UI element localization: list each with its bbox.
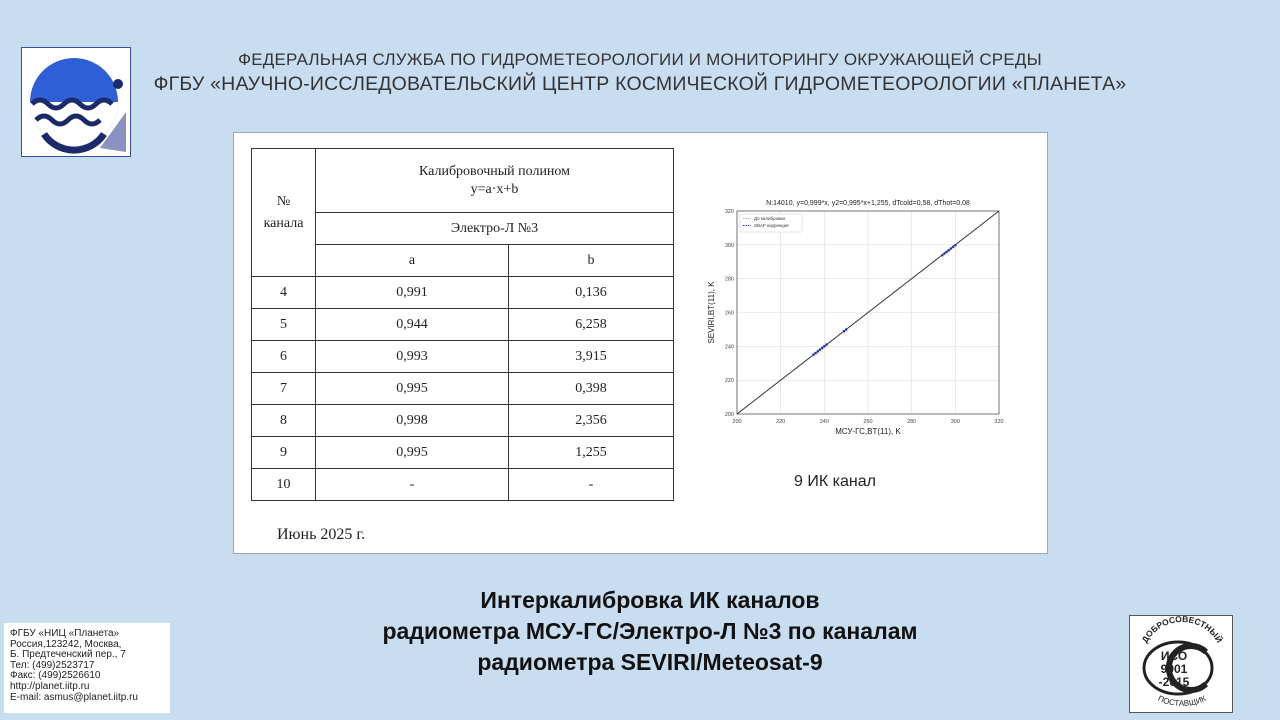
content-panel [233,132,1048,554]
contact-line[interactable]: http://planet.iitp.ru [10,680,90,692]
data-point [945,251,947,253]
table-row [252,277,674,309]
cell-b: 1,255 [509,437,674,469]
data-point [823,345,825,347]
table-row [252,373,674,405]
data-point [812,353,814,355]
chart-title: N:14010, y=0,999*x, y2=0,995*x+1,255, dTcold=0,58, dThot=0,08 [766,200,970,207]
data-point [817,350,819,352]
satellite-header: Электро-Л №3 [316,213,674,245]
col-a-header: a [316,245,509,277]
iso-line-3: -2015 [1158,675,1190,689]
iso-badge [1129,615,1233,713]
cell-a: 0,995 [316,437,509,469]
data-point [819,348,821,350]
header-ministry: ФЕДЕРАЛЬНАЯ СЛУЖБА ПО ГИДРОМЕТЕОРОЛОГИИ И МОНИТОРИНГУ ОКРУЖАЮЩЕЙ СРЕДЫ [238,50,1042,69]
cell-a: - [316,469,509,501]
y-tick-label: 220 [724,378,734,385]
iso-line-2: 9001 [1160,662,1188,676]
cell-channel: 8 [252,405,316,437]
legend-entry: SBAF коррекция [754,223,789,228]
table-row [252,341,674,373]
y-tick-label: 280 [724,276,734,283]
cell-a: 0,998 [316,405,509,437]
y-tick-label: 200 [724,412,734,418]
data-point [943,252,945,254]
iso-bottom-text: ПОСТАВЩИК [1156,693,1208,708]
cell-channel: 9 [252,437,316,469]
cell-a: 0,944 [316,309,509,341]
cell-b: 3,915 [509,341,674,373]
cell-channel: 10 [252,469,316,501]
calibration-table [251,148,674,501]
contact-line[interactable]: E-mail: asmus@planet.iitp.ru [10,691,138,703]
header-organization: ФГБУ «НАУЧНО-ИССЛЕДОВАТЕЛЬСКИЙ ЦЕНТР КОСМИЧЕСКОЙ ГИДРОМЕТЕОРОЛОГИИ «ПЛАНЕТА» [153,73,1127,95]
planeta-logo [21,47,131,157]
y-axis-label: SEVIRI,BT(11), K [707,281,716,344]
data-point [843,330,845,332]
x-tick-label: 320 [994,419,1004,425]
iso-line-1: ИСО [1160,649,1188,663]
x-tick-label: 300 [950,419,960,425]
cell-b: 0,136 [509,277,674,309]
polynomial-header-title: Калибровочный полином [418,163,571,179]
channel-header [252,149,316,277]
cell-a: 0,995 [316,373,509,405]
table-date-caption: Июнь 2025 г. [277,526,366,543]
table-row [252,309,674,341]
chart-caption: 9 ИК канал [794,473,876,490]
contact-line: ФГБУ «НИЦ «Планета» [10,628,120,639]
data-point [952,246,954,248]
table-row [252,437,674,469]
cell-b: - [509,469,674,501]
cell-channel: 4 [252,277,316,309]
table-row [252,469,674,501]
cell-channel: 5 [252,309,316,341]
contact-line: Факс: (499)2526610 [10,670,101,682]
x-tick-label: 200 [732,419,742,425]
cell-channel: 6 [252,341,316,373]
x-tick-label: 220 [776,419,786,425]
cell-a: 0,991 [316,277,509,309]
x-tick-label: 280 [907,419,917,425]
polynomial-header [316,149,674,213]
y-tick-label: 300 [724,242,734,249]
contact-line: Б. Предтеченский пер., 7 [10,649,126,661]
data-point [950,247,952,249]
svg-text:ПОСТАВЩИК [1157,694,1208,708]
data-point [814,352,816,354]
svg-text:ДОБРОСОВЕСТНЫЙ [1140,616,1226,644]
polynomial-formula: y=a·x+b [470,181,519,197]
y-tick-label: 260 [724,310,734,317]
contact-line: Тел: (499)2523717 [10,659,95,671]
channel-header-label: канала [263,215,304,231]
x-tick-label: 260 [863,419,873,425]
slide-title [330,585,970,678]
cell-a: 0,993 [316,341,509,373]
contact-box [4,623,170,713]
data-point [941,254,943,256]
scatter-chart-svg [704,195,1004,445]
x-axis-label: МСУ-ГС,BT(11), K [835,427,901,436]
cell-b: 0,398 [509,373,674,405]
title-line-2: радиометра МСУ-ГС/Электро-Л №3 по каналам [382,618,918,644]
data-point [821,347,823,349]
contact-line: Россия,123242, Москва, [10,638,122,650]
legend-entry: До калибровки [754,216,786,221]
data-point [948,249,950,251]
x-tick-label: 240 [819,419,829,425]
scatter-chart [704,195,1004,445]
channel-header-symbol: № [276,193,291,209]
iso-badge-icon [1130,616,1232,712]
cell-b: 6,258 [509,309,674,341]
title-line-1: Интеркалибровка ИК каналов [480,587,820,613]
cell-channel: 7 [252,373,316,405]
data-point [825,343,827,345]
iso-top-text: ДОБРОСОВЕСТНЫЙ [1139,616,1225,645]
cell-b: 2,356 [509,405,674,437]
y-tick-label: 320 [724,209,734,215]
data-point [845,328,847,330]
y-tick-label: 240 [724,344,734,351]
table-row [252,405,674,437]
data-point [954,244,956,246]
planeta-logo-icon [22,48,130,156]
title-line-3: радиометра SEVIRI/Meteosat-9 [477,649,823,675]
col-b-header: b [509,245,674,277]
